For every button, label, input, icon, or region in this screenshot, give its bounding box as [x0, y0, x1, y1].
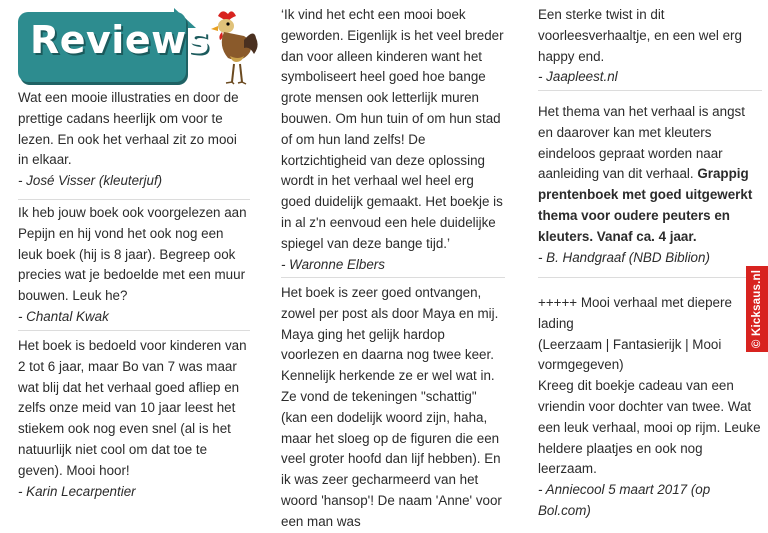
copyright-text: © Kicksaus.nl	[751, 269, 763, 349]
review-author: - Karin Lecarpentier	[18, 483, 136, 499]
review-text: Een sterke twist in dit voorleesverhaaltje, en een wel erg happy end.	[538, 7, 742, 64]
review-text	[538, 102, 762, 248]
review-author: - Waronne Elbers	[281, 256, 385, 272]
review-column-2	[281, 5, 505, 275]
review-column-1b	[18, 203, 250, 328]
divider	[281, 277, 505, 278]
review-author: - Anniecool 5 maart 2017 (op Bol.com)	[538, 482, 711, 518]
divider	[18, 199, 250, 200]
copyright-tab	[746, 266, 768, 352]
review-text: +++++ Mooi verhaal met diepere lading (Leerzaam | Fantasierijk | Mooi vormgegeven) Kreeg dit boekje cadeau van een vriendin voor dochter van twee. Wat een leuk verhaal, mooi op rijm. Leuke heldere plaatjes en ook nog leerzaam.	[538, 295, 761, 477]
divider	[538, 90, 762, 91]
logo-text: Reviews	[30, 18, 210, 62]
review-column-3c	[538, 293, 762, 522]
review-author: - Jaapleest.nl	[538, 69, 618, 85]
review-column-1c	[18, 336, 250, 502]
review-text-bold: Grappig prentenboek met goed uitgewerkt thema voor oudere peuters en kleuters. Vanaf ca. 4 jaar.	[538, 166, 753, 244]
review-text: Wat een mooie illustraties en door de prettige cadans heerlijk om voor te lezen. En ook het verhaal zit zo mooi in elkaar.	[18, 90, 239, 168]
review-text: Het boek is bedoeld voor kinderen van 2 tot 6 jaar, maar Bo van 7 was maar wat blij dat het verhaal goed afliep en zelfs onze meid van 10 jaar leest het stiekem ook nog even snel (al is het natuurlijk niet cool om dat toe te geven). Mooi hoor!	[18, 338, 247, 478]
review-column-2b	[281, 283, 505, 533]
review-text: Ik heb jouw boek ook voorgelezen aan Pepijn en hij vond het ook nog een leuk boek (hij is 8 jaar). Begreep ook precies wat je bedoelde met een muur bouwen. Leuk he?	[18, 205, 247, 304]
review-text: ‘Ik vind het echt een mooi boek geworden. Eigenlijk is het veel breder dan voor alleen kinderen want het symboliseert heel goed hoe bange grote mensen ook letterlijk muren bouwen. Om hun tuin of om hun stad of om hun land zelfs! De kortzichtigheid van deze oplossing wordt in het verhaal wel heel erg goed duidelijk gemaakt. Het boekje is in al z'n eenvoud een hele duidelijke spiegel van deze bange tijd.’	[281, 7, 504, 251]
divider	[18, 330, 250, 331]
review-author: - José Visser (kleuterjuf)	[18, 173, 163, 189]
rooster-icon	[204, 8, 262, 88]
review-column-1	[18, 88, 250, 192]
reviews-logo	[18, 8, 258, 88]
review-column-3b	[538, 102, 762, 268]
review-text-plain: Het thema van het verhaal is angst en daarover kan met kleuters eindeloos gepraat worden naar aanleiding van dit verhaal.	[538, 104, 745, 182]
review-author: - Chantal Kwak	[18, 308, 109, 324]
review-author: - B. Handgraaf (NBD Biblion)	[538, 249, 710, 265]
divider	[538, 277, 762, 278]
review-text: Het boek is zeer goed ontvangen, zowel per post als door Maya en mij. Maya ging het gelijk hardop voorlezen en daarna nog twee keer. Kennelijk herkende ze er wel wat in. Ze vond de tekeningen "schattig" (kan een dodelijk woord zijn, haha, maar het sloeg op de figuren die een veel groter hoofd dan lijf hebben). En ik was zeer gecharmeerd van het woord 'hansop'! De naam 'Anne' voor een man was	[281, 285, 502, 529]
review-column-3	[538, 5, 762, 88]
